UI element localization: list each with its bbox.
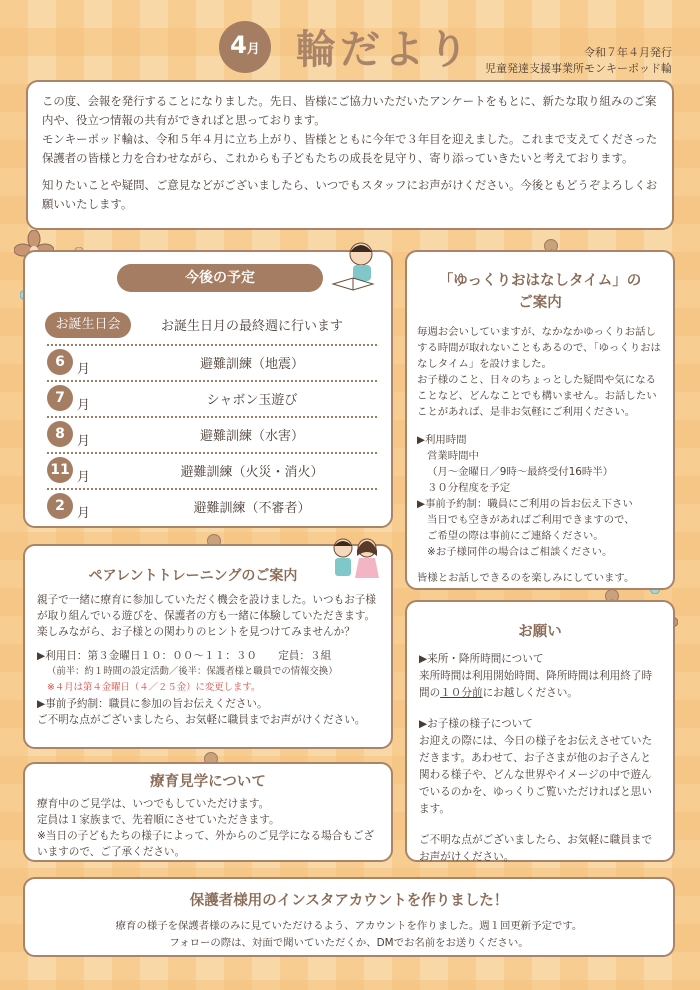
schedule-month-unit: 月 (77, 362, 91, 377)
story-time-paragraph-2: お子様のこと、日々のちょっとした疑問や気になることなど、どんなことでも構いません。お話したいことがあれば、是非お気軽にご利用ください。 (417, 374, 657, 418)
observation-title: 療育見学について (150, 774, 266, 790)
child-reading-icon (323, 238, 389, 294)
story-time-reserve-line: ※お子様同伴の場合はご相談ください。 (427, 546, 613, 558)
schedule-row (47, 344, 377, 377)
schedule-event: シャボン玉遊び (206, 393, 298, 408)
request-arrival-text-b: にお越しください。 (482, 687, 578, 699)
schedule-title: 今後の予定 (117, 264, 323, 292)
newsletter-title: 輪だより (296, 26, 472, 73)
request-arrival-text-a: 来所時間は利用開始時間、降所時間は利用終了時間の (419, 670, 653, 699)
story-time-title (417, 270, 663, 314)
schedule-event: 避難訓練（火災・消火） (180, 465, 324, 480)
observation-line: 定員は１家族まで、先着順にさせていただきます。 (37, 814, 280, 826)
schedule-month-number: 2 (47, 493, 73, 519)
story-time-hours-line: ３０分程度を予定 (427, 482, 511, 494)
schedule-event: 避難訓練（不審者） (193, 501, 311, 516)
request-card (405, 600, 675, 862)
story-time-reserve-line: ご希望の際は事前にご連絡ください。 (427, 530, 604, 542)
schedule-row (47, 488, 377, 521)
schedule-month-number: 6 (47, 349, 73, 375)
request-title: お願い (518, 624, 562, 640)
parent-training-april-note: ※４月は第４金曜日（４／２５金）に変更します。 (47, 682, 261, 693)
birthday-label: お誕生日会 (45, 312, 131, 338)
birthday-text: お誕生日月の最終週に行います (161, 319, 344, 334)
schedule-month-unit: 月 (77, 434, 91, 449)
parent-training-closing: ご不明な点がございましたら、お気軽に職員までお声がけください。 (37, 714, 366, 726)
schedule-month-unit: 月 (77, 398, 91, 413)
intro-paragraph-3: 知りたいことや疑問、ご意見などがございましたら、いつでもスタッフにお声がけください。今後ともどうぞよろしくお願いいたします。 (42, 178, 658, 211)
story-time-closing: 皆様とお話しできるのを楽しみにしています。 (417, 572, 635, 584)
story-time-reserve-heading: ▶事前予約制：職員にご利用の旨お伝え下さい (417, 498, 633, 510)
parent-training-use-sub: （前半：約１時間の設定活動／後半：保護者様と職員での情報交換） (47, 666, 338, 677)
children-illustration-icon (325, 534, 385, 584)
schedule-month-unit: 月 (77, 470, 91, 485)
month-badge (219, 21, 271, 73)
parent-training-card (23, 544, 393, 749)
instagram-card (23, 877, 675, 957)
schedule-month-unit: 月 (77, 506, 91, 521)
parent-training-reserve: ▶事前予約制：職員に参加の旨お伝えください。 (37, 698, 268, 710)
schedule-month-number: 8 (47, 421, 73, 447)
schedule-event: 避難訓練（地震） (199, 357, 304, 372)
schedule-row (47, 416, 377, 449)
schedule-event: 避難訓練（水害） (199, 429, 304, 444)
story-time-hours-line: 営業時間中 (427, 450, 479, 462)
parent-training-title: ペアレントトレーニングのご案内 (88, 568, 298, 584)
observation-line: 療育中のご見学は、いつでもしていただけます。 (37, 798, 270, 810)
story-time-title-line2: ご案内 (518, 295, 562, 311)
schedule-row (47, 452, 377, 485)
month-unit: 月 (246, 42, 260, 57)
instagram-title: 保護者様用のインスタアカウントを作りました！ (189, 893, 509, 909)
story-time-hours-heading: ▶利用時間 (417, 434, 467, 446)
publish-date: 令和７年４月発行 (584, 46, 672, 59)
instagram-line: 療育の様子を保護者様のみに見ていただけるよう、アカウントを作りました。週１回更新予定です。 (115, 920, 583, 932)
schedule-month-number: 11 (47, 457, 73, 483)
schedule-card (23, 250, 393, 528)
request-heading-arrival: ▶来所・降所時間について (419, 653, 544, 665)
month-number: 4 (230, 31, 247, 59)
schedule-month-number: 7 (47, 385, 73, 411)
story-time-reserve-line: 当日でも空きがあればご利用できますので、 (427, 514, 635, 526)
story-time-hours-line: （月〜金曜日／9時〜最終受付16時半） (427, 466, 614, 478)
observation-card (23, 762, 393, 862)
parent-training-paragraph: 親子で一緒に療育に参加していただく機会を設けました。いつもお子様が取り組んでいる遊びを、保護者の方も一緒に体験していただきます。楽しみながら、お子様との関わりのヒントを見つけてみませんか？ (37, 594, 376, 638)
story-time-paragraph-1: 毎週お会いしていますが、なかなかゆっくりお話しする時間が取れないこともあるので、「ゆっくりおはなしタイム」を設けました。 (417, 326, 661, 370)
story-time-card (405, 250, 675, 590)
story-time-title-line1: 「ゆっくりおはなしタイム」の (438, 273, 642, 289)
request-arrival-emphasis: １０分前 (440, 687, 483, 699)
intro-paragraph-2: モンキーポッド輪は、令和５年４月に立ち上がり、皆様とともに今年で３年目を迎えました。これまで支えてくださった保護者の皆様と力を合わせながら、これからも子どもたちの成長を見守り、寄り添っていきたいと考えております。 (42, 132, 658, 165)
parent-training-use-line: ▶利用日：第３金曜日１０：００〜１１：３０ 定員：３組 (37, 650, 332, 662)
observation-line: ※当日の子どもたちの様子によって、外からのご見学になる場合もございますので、ご了承ください。 (37, 830, 375, 858)
request-heading-status: ▶お子様の様子について (419, 718, 533, 730)
request-arrival-text (419, 668, 661, 702)
intro-paragraph-1: この度、会報を発行することになりました。先日、皆様にご協力いただいたアンケートをもとに、新たな取り組みのご案内や、役立つ情報の共有ができればと思っております。 (42, 94, 657, 127)
instagram-line: フォローの際は、対面で聞いていただくか、DMでお名前をお送りください。 (169, 937, 529, 949)
request-closing: ご不明な点がございましたら、お気軽に職員までお声がけください。 (419, 834, 653, 863)
intro-card (26, 80, 674, 230)
request-status-text: お迎えの際には、今日の様子をお伝えさせていただきます。あわせて、お子さまが他のお子さんと関わる様子や、どんな世界やイメージの中で遊んでいるのかを、ゆっくりご覧いただければと思います。 (419, 735, 653, 815)
organization-name: 児童発達支援事業所モンキーポッド輪 (485, 62, 672, 75)
schedule-row (47, 380, 377, 413)
